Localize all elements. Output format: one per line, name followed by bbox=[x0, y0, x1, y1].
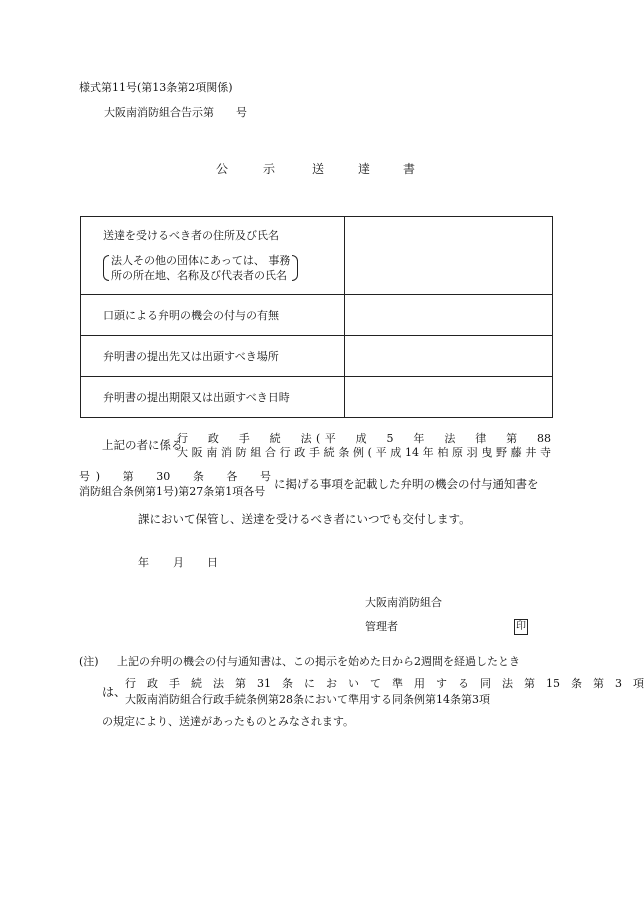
note-law-ref: 行 政 手 続 法 第 31 条 に お い て 準 用 す る 同 法 第 15 条 第 3 項 bbox=[125, 677, 644, 690]
issuer-org: 大阪南消防組合 bbox=[365, 596, 442, 609]
table-row bbox=[81, 336, 553, 377]
ordinance-line2: 消防組合条例第1号)第27条第1項各号 bbox=[79, 485, 266, 498]
body-lead: 上記の者に係る bbox=[102, 438, 183, 452]
body-line3: 課において保管し、送達を受けるべき者にいつでも交付します。 bbox=[138, 512, 471, 526]
issuer-title: 管理者 bbox=[365, 620, 398, 633]
note-marker: (注) bbox=[79, 655, 99, 668]
recipient-value-cell[interactable] bbox=[345, 217, 553, 295]
notice-form-table bbox=[80, 216, 553, 418]
oral-hearing-label: 口頭による弁明の機会の付与の有無 bbox=[81, 295, 345, 336]
ordinance-line1: 大阪南消防組合行政手続条例(平成14年柏原羽曳野藤井寺 bbox=[177, 446, 551, 459]
submission-place-label: 弁明書の提出先又は出頭すべき場所 bbox=[81, 336, 345, 377]
table-row bbox=[81, 377, 553, 418]
title-char-4: 達 bbox=[358, 162, 371, 176]
corporation-note-line2: 所の所在地、名称及び代表者の氏名 bbox=[111, 268, 287, 282]
table-row bbox=[81, 295, 553, 336]
recipient-label: 送達を受けるべき者の住所及び氏名 bbox=[103, 228, 279, 242]
deadline-label: 弁明書の提出期限又は出頭すべき日時 bbox=[81, 377, 345, 418]
note-line3: の規定により、送達があったものとみなされます。 bbox=[102, 715, 355, 728]
date-year: 年 bbox=[138, 556, 149, 569]
note-lead2: は、 bbox=[102, 685, 127, 699]
table-row bbox=[81, 217, 553, 295]
corporation-note bbox=[103, 253, 298, 283]
submission-place-value-cell[interactable] bbox=[345, 336, 553, 377]
oral-hearing-value-cell[interactable] bbox=[345, 295, 553, 336]
note-ordinance-ref: 大阪南消防組合行政手続条例第28条において準用する同条例第14条第3項 bbox=[125, 693, 490, 706]
notice-number: 大阪南消防組合告示第 号 bbox=[104, 106, 247, 119]
recipient-label-cell bbox=[81, 217, 345, 295]
corporation-note-line1: 法人その他の団体にあっては、 事務 bbox=[111, 253, 291, 267]
body-tail: に掲げる事項を記載した弁明の機会の付与通知書を bbox=[274, 477, 539, 491]
title-char-5: 書 bbox=[403, 162, 416, 176]
title-char-1: 公 bbox=[216, 162, 229, 176]
seal-mark: 印 bbox=[514, 619, 528, 635]
title-char-2: 示 bbox=[263, 162, 276, 176]
deadline-value-cell[interactable] bbox=[345, 377, 553, 418]
title-char-3: 送 bbox=[312, 162, 325, 176]
date-day: 日 bbox=[207, 556, 218, 569]
law-line1: 行 政 手 続 法(平 成 5 年 法 律 第 88 bbox=[177, 432, 551, 445]
date-month: 月 bbox=[173, 556, 184, 569]
form-number: 様式第11号(第13条第2項関係) bbox=[79, 81, 233, 94]
law-line2: 号) 第 30 条 各 号 bbox=[79, 470, 271, 483]
note-line1: 上記の弁明の機会の付与通知書は、この掲示を始めた日から2週間を経過したとき bbox=[117, 655, 520, 668]
